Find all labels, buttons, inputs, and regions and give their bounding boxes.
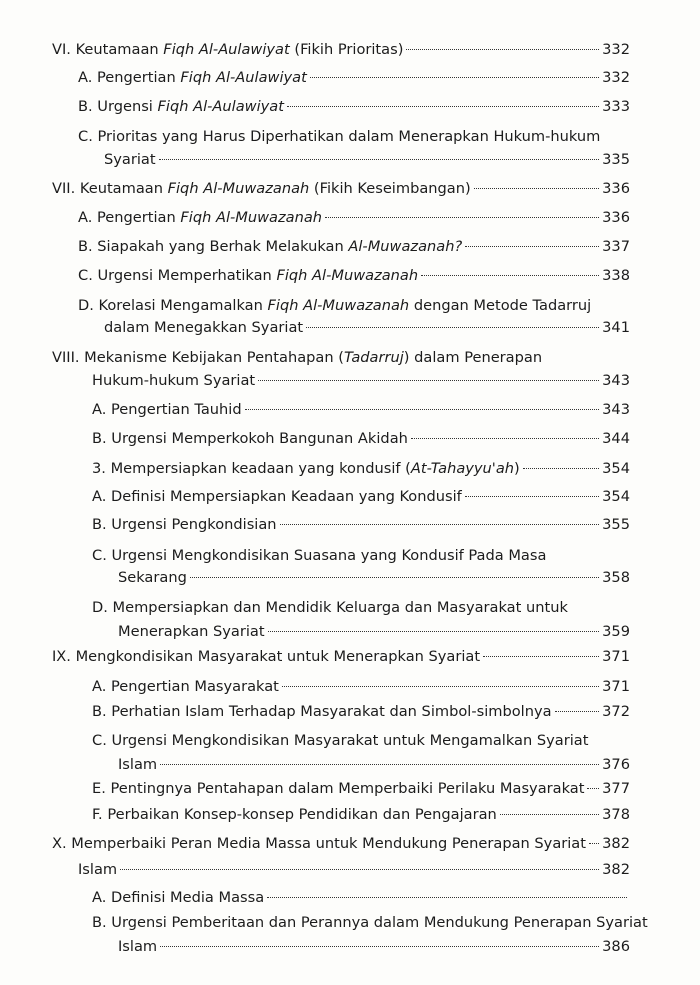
page-number: 382 — [602, 835, 630, 852]
toc-entry-text: D. Korelasi Mengamalkan Fiqh Al-Muwazanah dengan Metode Tadarruj — [78, 297, 592, 314]
leader-dots — [587, 788, 599, 789]
toc-entry-text: B. Urgensi Pemberitaan dan Perannya dalam Mendukung Penerapan Syariat — [92, 914, 648, 931]
page-number: 355 — [602, 516, 630, 533]
toc-entry: VII. Keutamaan Fiqh Al-Muwazanah (Fikih Keseimbangan) 336 — [52, 180, 630, 197]
page-number: 332 — [602, 69, 630, 86]
leader-dots — [245, 409, 600, 410]
toc-entry: VI. Keutamaan Fiqh Al-Aulawiyat (Fikih Prioritas) 332 — [52, 41, 630, 58]
page-number: 358 — [602, 569, 630, 586]
page-number: 376 — [602, 756, 630, 773]
page-number: 337 — [602, 238, 630, 255]
toc-entry-text: C. Urgensi Mengkondisikan Masyarakat untuk Mengamalkan Syariat — [92, 732, 589, 749]
leader-dots — [325, 217, 599, 218]
toc-entry-text: C. Prioritas yang Harus Diperhatikan dalam Menerapkan Hukum-hukum — [78, 128, 601, 145]
leader-dots — [483, 656, 599, 657]
leader-dots — [310, 77, 599, 78]
toc-entry: A. Pengertian Tauhid 343 — [92, 401, 630, 418]
toc-entry: Hukum-hukum Syariat 343 — [92, 372, 630, 389]
toc-entry: IX. Mengkondisikan Masyarakat untuk Menerapkan Syariat 371 — [52, 648, 630, 665]
toc-entry: B. Urgensi Memperkokoh Bangunan Akidah 344 — [92, 430, 630, 447]
leader-dots — [120, 869, 599, 870]
page-number: 371 — [602, 648, 630, 665]
leader-dots — [421, 275, 599, 276]
leader-dots — [474, 188, 599, 189]
toc-entry: E. Pentingnya Pentahapan dalam Memperbaiki Perilaku Masyarakat 377 — [92, 780, 630, 797]
toc-entry: X. Memperbaiki Peran Media Massa untuk Mendukung Penerapan Syariat 382 — [52, 835, 630, 852]
toc-entry: F. Perbaikan Konsep-konsep Pendidikan dan Pengajaran 378 — [92, 806, 630, 823]
toc-entry: B. Urgensi Fiqh Al-Aulawiyat 333 — [78, 98, 630, 115]
toc-entry-text: D. Mempersiapkan dan Mendidik Keluarga dan Masyarakat untuk — [92, 599, 568, 616]
leader-dots — [589, 843, 599, 844]
page-number: 332 — [602, 41, 630, 58]
page-number: 372 — [602, 703, 630, 720]
page-number: 378 — [602, 806, 630, 823]
leader-dots — [523, 468, 599, 469]
toc-entry: Syariat 335 — [104, 151, 630, 168]
page-number: 344 — [602, 430, 630, 447]
leader-dots — [280, 524, 600, 525]
page-number: 336 — [602, 209, 630, 226]
toc-entry: Menerapkan Syariat 359 — [118, 623, 630, 640]
page-number: 359 — [602, 623, 630, 640]
leader-dots — [465, 496, 599, 497]
leader-dots — [282, 686, 599, 687]
page-number: 354 — [602, 488, 630, 505]
page-number: 371 — [602, 678, 630, 695]
page-number: 341 — [602, 319, 630, 336]
leader-dots — [160, 764, 599, 765]
leader-dots — [159, 159, 600, 160]
leader-dots — [267, 897, 627, 898]
page-number: 377 — [602, 780, 630, 797]
page-number: 386 — [602, 938, 630, 955]
leader-dots — [160, 946, 599, 947]
page-number: 343 — [602, 401, 630, 418]
toc-entry: Sekarang 358 — [118, 569, 630, 586]
leader-dots — [268, 631, 600, 632]
toc-entry: 3. Mempersiapkan keadaan yang kondusif (At-Tahayyu'ah) 354 — [92, 460, 630, 477]
toc-entry: A. Definisi Media Massa — [92, 888, 630, 908]
leader-dots — [258, 380, 599, 381]
page-number: 343 — [602, 372, 630, 389]
toc-entry: A. Definisi Mempersiapkan Keadaan yang Kondusif 354 — [92, 488, 630, 505]
toc-entry: A. Pengertian Fiqh Al-Aulawiyat 332 — [78, 69, 630, 86]
toc-entry: A. Pengertian Masyarakat 371 — [92, 678, 630, 695]
toc-entry: B. Perhatian Islam Terhadap Masyarakat dan Simbol-simbolnya 372 — [92, 703, 630, 720]
toc-entry: B. Urgensi Pengkondisian 355 — [92, 516, 630, 533]
page-number: 382 — [602, 861, 630, 878]
leader-dots — [190, 577, 599, 578]
toc-entry: B. Siapakah yang Berhak Melakukan Al-Muwazanah? 337 — [78, 238, 630, 255]
page-number: 336 — [602, 180, 630, 197]
leader-dots — [406, 49, 599, 50]
leader-dots — [465, 246, 599, 247]
toc-entry-text: C. Urgensi Mengkondisikan Suasana yang Kondusif Pada Masa — [92, 547, 547, 564]
toc-entry: dalam Menegakkan Syariat 341 — [104, 319, 630, 336]
page-number: 335 — [602, 151, 630, 168]
toc-entry: Islam 382 — [78, 861, 630, 878]
page-number: 354 — [602, 460, 630, 477]
page-number: 338 — [602, 267, 630, 284]
leader-dots — [306, 327, 599, 328]
toc-entry: Islam 386 — [118, 938, 630, 955]
toc-entry: Islam 376 — [118, 756, 630, 773]
leader-dots — [555, 711, 600, 712]
leader-dots — [287, 106, 599, 107]
toc-entry: C. Urgensi Memperhatikan Fiqh Al-Muwazanah 338 — [78, 267, 630, 284]
toc-entry-text: VIII. Mekanisme Kebijakan Pentahapan (Tadarruj) dalam Penerapan — [52, 349, 543, 366]
leader-dots — [411, 438, 599, 439]
leader-dots — [500, 814, 599, 815]
toc-entry: A. Pengertian Fiqh Al-Muwazanah 336 — [78, 209, 630, 226]
page-number: 333 — [602, 98, 630, 115]
